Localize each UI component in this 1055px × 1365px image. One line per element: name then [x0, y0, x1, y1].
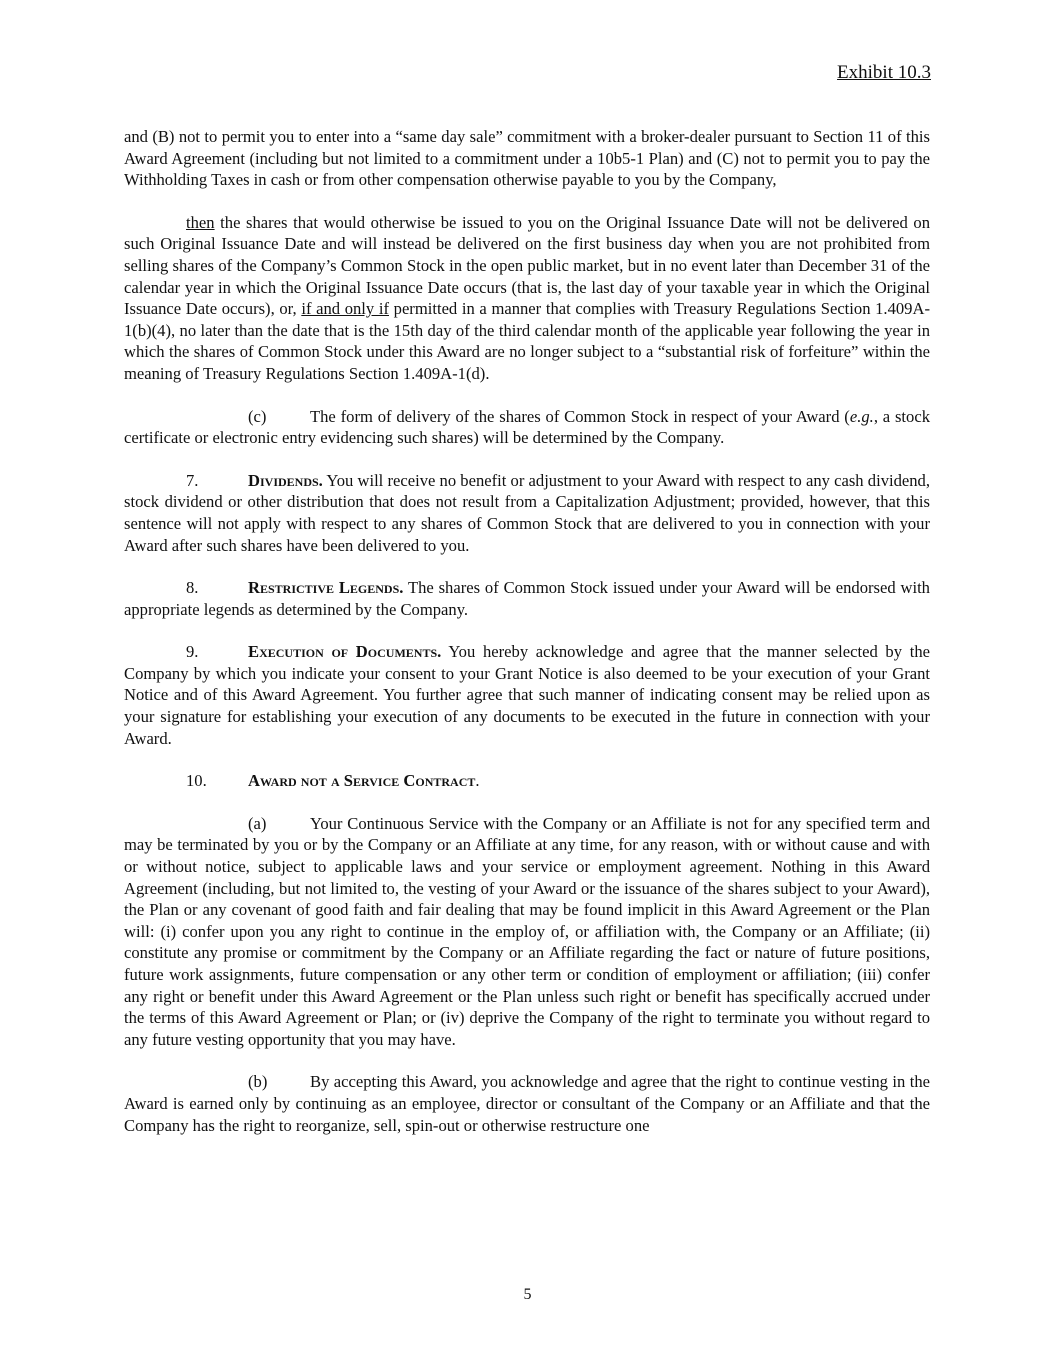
- section-7-dividends: [124, 470, 930, 556]
- subsection-label: (a): [248, 813, 267, 833]
- then-text-b: permitted in a manner that complies with Treasury Regulations Section 1.409A-1(b)(4), no later than the date that is the 15th day of the third calendar month of the applicable year following the year in which the shares of Common Stock under this Award are no longer subject to a “substantial risk of forfeiture” within the meaning of Treasury Regulations Section 1.409A-1(d).: [124, 299, 930, 383]
- document-body: [124, 126, 930, 1157]
- exhibit-label: Exhibit 10.3: [837, 62, 931, 83]
- section-heading: Restrictive Legends.: [248, 578, 404, 598]
- section-heading: Execution of Documents.: [248, 642, 442, 662]
- page-number: 5: [523, 1286, 532, 1303]
- section-10-heading: [124, 770, 930, 792]
- 6c-italic: e.g.: [849, 406, 874, 426]
- section-text: The shares of Common Stock issued under your Award will be endorsed with appropriate legends as determined by the Company.: [124, 578, 930, 619]
- paragraph-6c: [124, 406, 930, 449]
- if-and-only-if-emphasis: if and only if: [301, 299, 389, 319]
- section-10b: [124, 1071, 930, 1136]
- then-text-a: the shares that would otherwise be issued to you on the Original Issuance Date will not be delivered on such Original Issuance Date and will instead be delivered on the first business day when you are not prohibited from selling shares of the Company’s Common Stock in the open public market, but in no event later than December 31 of the calendar year in which the Original Issuance Date occurs (that is, the last day of your taxable year in which the Original Issuance Date occurs), or,: [124, 212, 930, 319]
- subsection-label: (b): [248, 1072, 268, 1092]
- 10a-text: Your Continuous Service with the Company or an Affiliate is not for any specified term and may be terminated by you or by the Company or an Affiliate at any time, for any reason, with or without cause and with or without notice, subject to applicable laws and your service or employment agreement. Nothing in this Award Agreement (including, but not limited to, the vesting of your Award or the issuance of the shares subject to your Award), the Plan or any covenant of good faith and fair dealing that may be found implicit in this Award Agreement or the Plan will: (i) confer upon you any right to continue in the employ of, or affiliation with, the Company or an Affiliate; (ii) constitute any promise or commitment by the Company or an Affiliate regarding the fact or nature of future positions, future work assignments, future compensation or any other term or condition of employment or affiliation; (iii) confer any right or benefit under this Award Agreement or the Plan unless such right or benefit has specifically accrued under the terms of this Award Agreement or Plan; or (iv) deprive the Company of the right to terminate you without regard to any future vesting opportunity that you may have.: [124, 813, 930, 1049]
- section-text: You will receive no benefit or adjustment to your Award with respect to any cash dividend, stock dividend or other distribution that does not result from a Capitalization Adjustment; provided, however, that this sentence will not apply with respect to any shares of Common Stock that are delivered to you in connection with your Award after such shares have been delivered to you.: [124, 470, 930, 555]
- section-10a: [124, 813, 930, 1051]
- section-text: You hereby acknowledge and agree that the manner selected by the Company by which you indicate your consent to your Grant Notice is also deemed to be your execution of your Grant Notice and of this Award Agreement. You further agree that such manner of indicating consent may be relied upon as your signature for establishing your execution of any documents to be executed in the future in connection with your Award.: [124, 642, 930, 748]
- section-number: 8.: [186, 578, 199, 598]
- section-number: 7.: [186, 470, 199, 490]
- section-9-execution-of-documents: [124, 641, 930, 749]
- then-emphasis: then: [186, 212, 215, 232]
- section-number: 9.: [186, 642, 199, 662]
- paragraph-then: [124, 212, 930, 385]
- 6c-text-b: , a stock certificate or electronic entry evidencing such shares) will be determined by the Company.: [124, 406, 930, 448]
- 10b-text: By accepting this Award, you acknowledge and agree that the right to continue vesting in the Award is earned only by continuing as an employee, director or consultant of the Company or an Affiliate and that the Company has the right to reorganize, sell, spin-out or otherwise restructure one: [124, 1072, 930, 1135]
- paragraph-intro: and (B) not to permit you to enter into a “same day sale” commitment with a broker-dealer pursuant to Section 11 of this Award Agreement (including but not limited to a commitment under a 10b5-1 Plan) and (C) not to permit you to pay the Withholding Taxes in cash or from other compensation otherwise payable to you by the Company,: [124, 127, 930, 190]
- subsection-label: (c): [248, 406, 267, 426]
- section-number: 10.: [186, 771, 207, 791]
- section-heading-trail: .: [475, 771, 480, 791]
- section-heading: Dividends.: [248, 470, 323, 490]
- 6c-text-a: The form of delivery of the shares of Common Stock in respect of your Award (: [310, 406, 850, 426]
- section-8-restrictive-legends: [124, 577, 930, 620]
- section-heading: Award not a Service Contract: [248, 771, 476, 791]
